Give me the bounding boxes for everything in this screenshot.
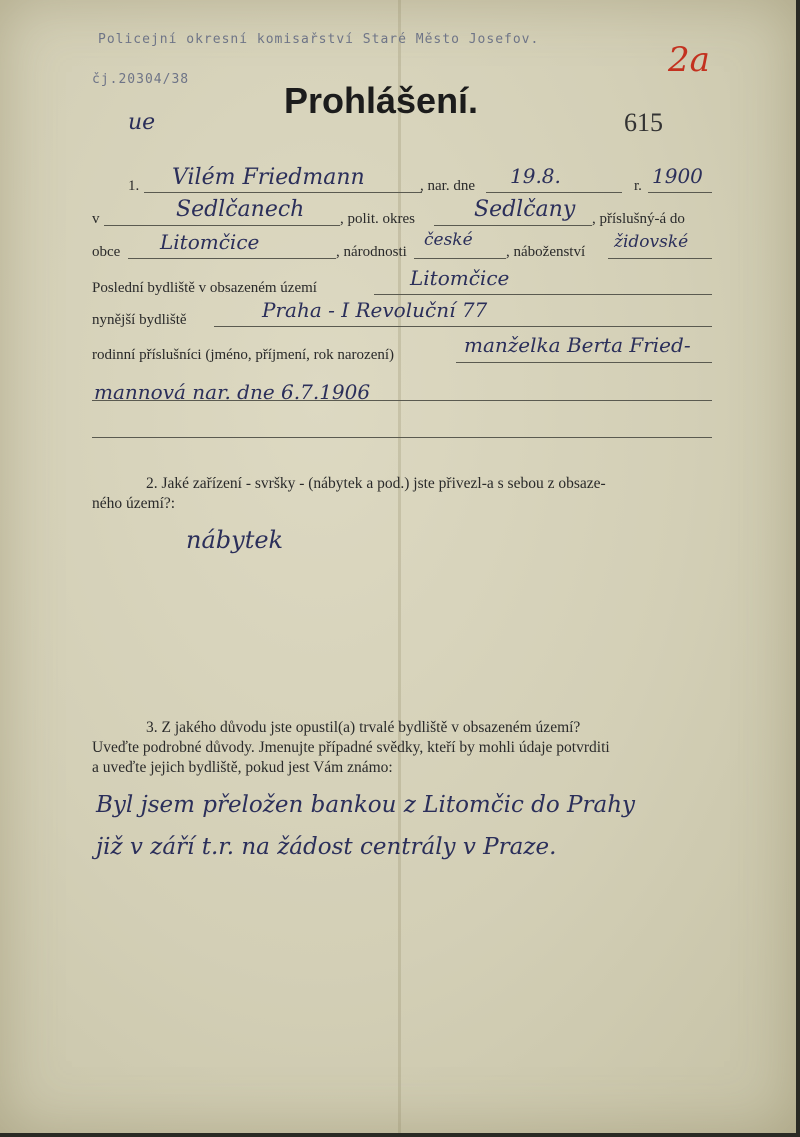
last-residence-line [374,294,712,295]
section3-question-line-3: a uveďte jejich bydliště, pokud jest Vám známo: [92,759,393,776]
section3-question-line-2: Uveďte podrobné důvody. Jmenujte případné svědky, kteří by mohli údaje potvrditi [92,739,610,756]
birth-date-value: 19.8. [510,164,561,188]
nationality-label: , národnosti [336,244,407,260]
section3-question-line-1: 3. Z jakého důvodu jste opustil(a) trvalé bydliště v obsazeném území? [146,719,581,736]
last-residence-value: Litomčice [410,266,510,290]
section2-question-line-1: 2. Jaké zařízení - svršky - (nábytek a pod.) jste přivezl-a s sebou z obsaze- [146,475,606,492]
municipality-line [128,258,336,259]
paper-fold [398,0,401,1133]
birth-place-label: v [92,211,100,227]
nationality-line [414,258,506,259]
section3-answer-line-1: Byl jsem přeložen bankou z Litomčic do Prahy [96,792,636,818]
last-residence-label: Poslední bydliště v obsazeném území [92,280,317,296]
district-value: Sedlčany [474,197,576,222]
birth-date-line [486,192,622,193]
religion-label: , náboženství [506,244,586,260]
district-line [434,225,592,226]
municipality-value: Litomčice [160,230,260,254]
page-title: Prohlášení. [284,80,479,121]
blank-line [92,437,712,438]
nationality-value: české [424,230,473,250]
section3-answer-line-2: již v září t.r. na žádost centrály v Praze. [96,834,557,860]
initials: ue [128,110,156,135]
religion-line [608,258,712,259]
current-residence-value: Praha - I Revoluční 77 [262,298,488,322]
religion-value: židovské [614,232,689,252]
affiliation-label: , příslušný-á do [592,211,685,227]
family-label: rodinní příslušníci (jméno, příjmení, rok narození) [92,347,395,363]
section1-number: 1. [128,178,140,194]
page-number: 615 [624,108,663,137]
reference-number: čj.20304/38 [92,72,190,87]
family-line-1 [456,362,712,363]
municipality-label: obce [92,244,121,260]
family-value-1: manželka Berta Fried- [464,333,691,357]
current-residence-line [214,326,712,327]
birth-place-value: Sedlčanech [176,197,305,222]
birth-year-value: 1900 [652,164,703,188]
name-value: Vilém Friedmann [172,165,365,190]
birth-date-label: , nar. dne [420,178,475,194]
year-line [648,192,712,193]
section2-answer: nábytek [186,526,284,554]
district-label: , polit. okres [340,211,415,227]
family-value-2: mannová nar. dne 6.7.1906 [94,380,371,404]
office-header: Policejní okresní komisařství Staré Město Josefov. [98,32,540,47]
year-label: r. [634,178,642,194]
section2-question-line-2: ného území?: [92,495,176,512]
name-line [144,192,422,193]
corner-mark: 2a [668,40,710,80]
birth-place-line [104,225,340,226]
current-residence-label: nynější bydliště [92,312,187,328]
